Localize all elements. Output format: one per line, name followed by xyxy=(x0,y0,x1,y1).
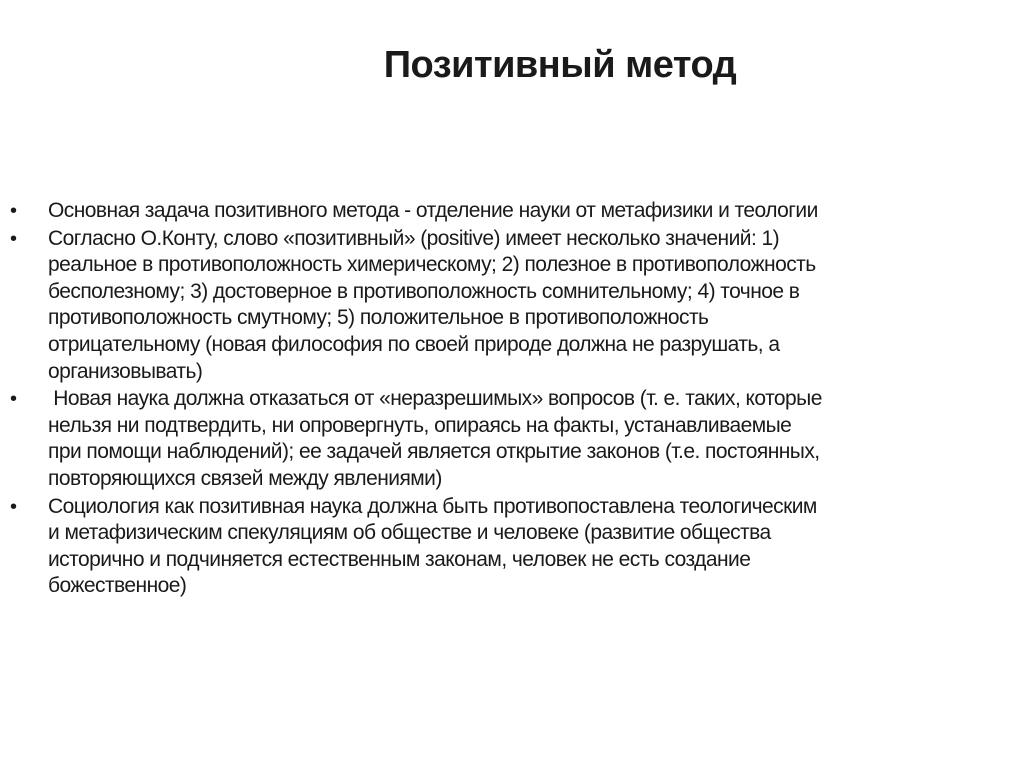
bullet-icon: • xyxy=(10,227,18,250)
bullet-text-line: божественное) xyxy=(48,574,187,598)
bullet-item xyxy=(0,494,1024,600)
bullet-text-line: Основная задача позитивного метода - отделение науки от метафизики и теологии xyxy=(48,199,818,222)
bullet-text-line: Социология как позитивная наука должна быть противопоставлена теологическим xyxy=(48,494,817,518)
bullet-icon: • xyxy=(10,388,18,411)
bullet-text-line: противоположность смутному; 5) положительное в противоположность xyxy=(48,306,709,330)
bullet-list xyxy=(0,198,1024,601)
bullet-text-line: нельзя ни подтвердить, ни опровергнуть, опираясь на факты, устанавливаемые xyxy=(48,413,792,437)
bullet-text-line: исторично и подчиняется естественным законам, человек не есть создание xyxy=(48,547,751,571)
bullet-text-line: организовывать) xyxy=(48,359,203,383)
bullet-icon: • xyxy=(10,200,18,222)
bullet-text-line: и метафизическим спекуляциям об обществе и человеке (развитие общества xyxy=(48,521,771,545)
bullet-text-line: бесполезному; 3) достоверное в противоположность сомнительному; 4) точное в xyxy=(48,279,800,303)
bullet-text-line: при помощи наблюдений); ее задачей является открытие законов (т.е. постоянных, xyxy=(48,440,820,464)
bullet-text-line: Согласно О.Конту, слово «позитивный» (positive) имеет несколько значений: 1) xyxy=(48,226,780,250)
bullet-icon: • xyxy=(10,495,18,518)
bullet-item xyxy=(0,386,1024,492)
bullet-text-line: повторяющихся связей между явлениями) xyxy=(48,466,442,490)
bullet-text-line: реальное в противоположность химерическому; 2) полезное в противоположность xyxy=(48,253,816,277)
bullet-item xyxy=(0,198,1024,225)
bullet-text-line: Новая наука должна отказаться от «неразрешимых» вопросов (т. е. таких, которые xyxy=(48,387,822,411)
slide-title: Позитивный метод xyxy=(383,44,737,86)
bullet-item xyxy=(0,226,1024,386)
bullet-text-line: отрицательному (новая философия по своей природе должна не разрушать, а xyxy=(48,332,780,356)
